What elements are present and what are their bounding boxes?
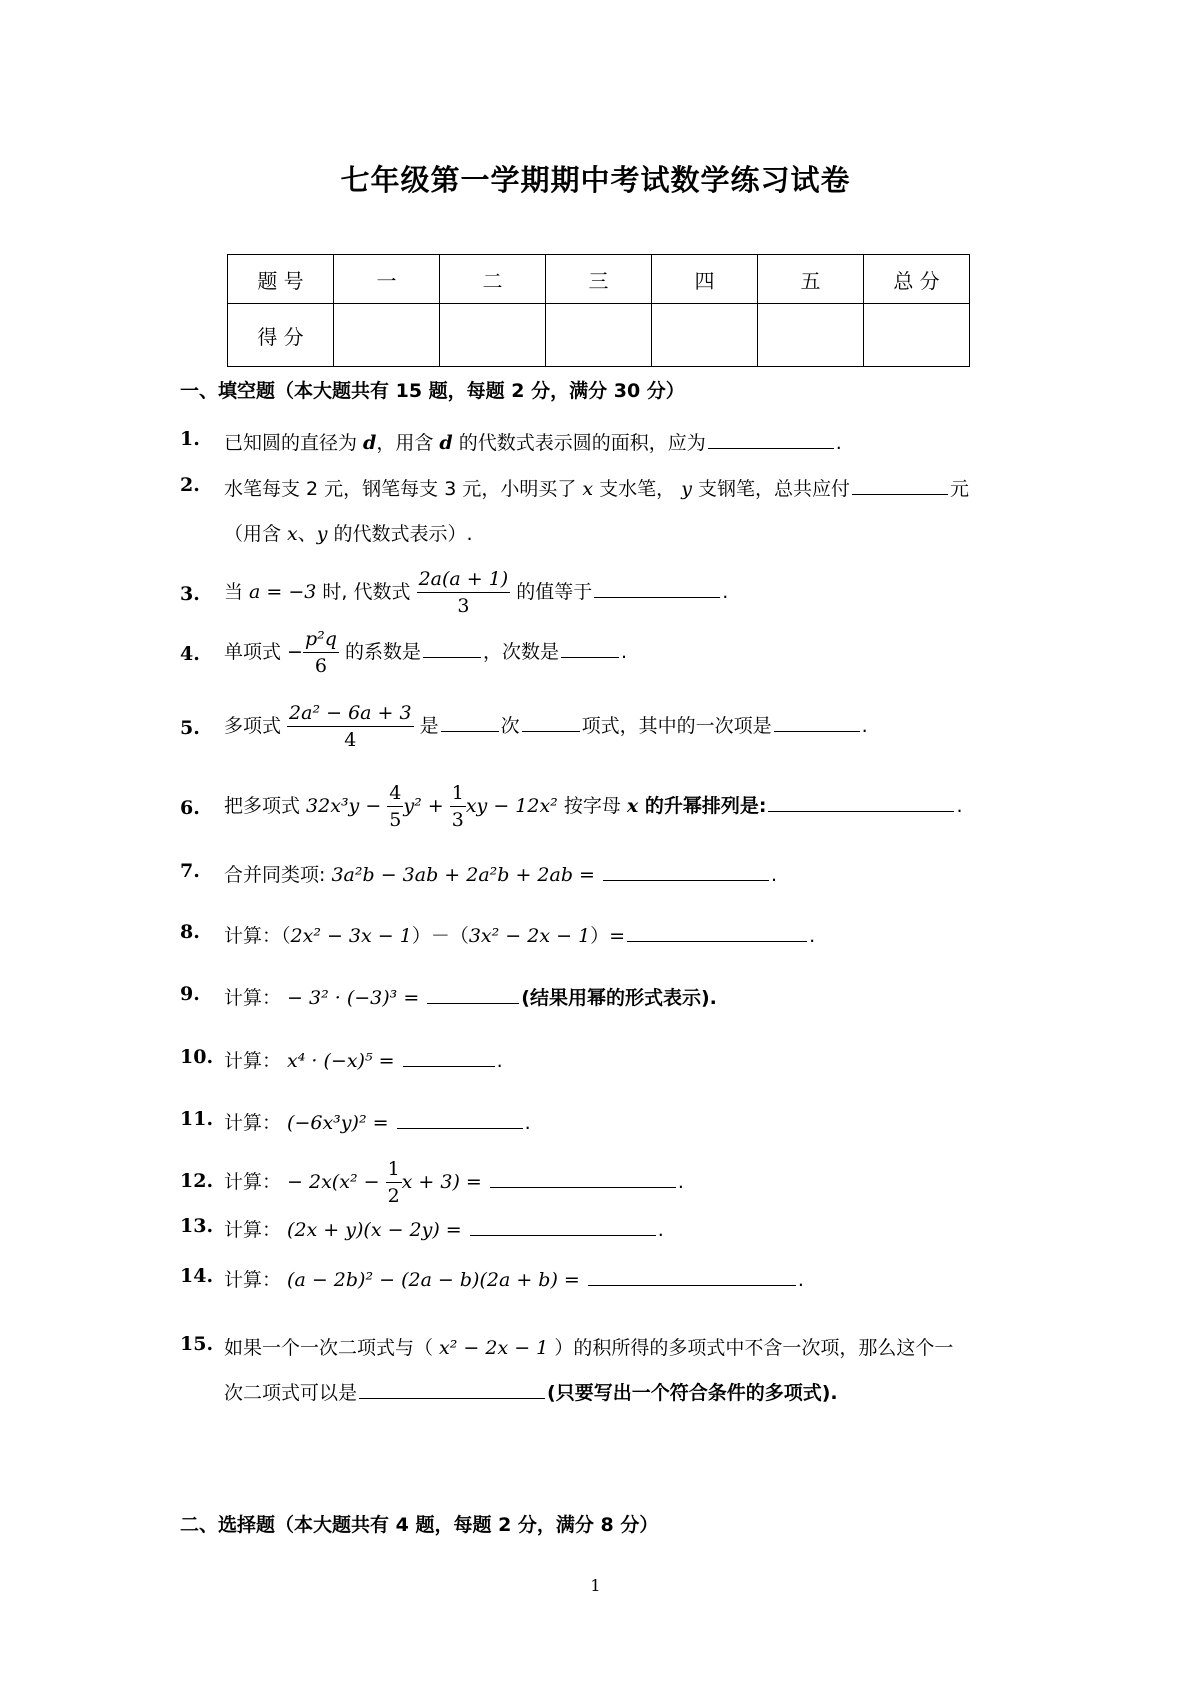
question-text: 如果一个一次二项式与（ x² − 2x − 1 ）的积所得的多项式中不含一次项，那么这个一 [224,1337,954,1359]
score-cell[interactable] [864,304,970,367]
score-table-header-cell: 四 [652,255,758,304]
score-table-header-cell: 一 [334,255,440,304]
question-text: 次二项式可以是 (只要写出一个符合条件的多项式). [224,1382,838,1404]
answer-blank[interactable] [594,579,720,598]
question-text: 把多项式 32x³y − $\frac{4}{5}$ y² + $\frac{1}{3}$ xy − 12x² 按字母 x 的升幂排列是: . [224,782,963,831]
question-text: （用含 x、y 的代数式表示）. [224,523,473,545]
question-text: 计算： (−6x³y)² = . [224,1112,531,1134]
question-text: 计算： (2x + y)(x − 2y) = . [224,1219,664,1241]
fraction: $\frac{\text{2a² − 6a + 3}}{4}$ [289,702,412,751]
answer-blank[interactable] [427,985,519,1004]
section-subtitle: （本大题共有 15 题，每题 2 分，满分 30 分） [275,380,685,402]
answer-blank[interactable] [708,430,834,449]
question-number: 2. [180,474,200,496]
question-number: 8. [180,921,200,943]
answer-blank[interactable] [397,1110,523,1129]
question-text: 当 a = −3 时, 代数式 $\frac{2a(a + 1)}{3}$ 的值等于 . [224,568,729,617]
question-text: 计算： − 2x(x² − $\frac{1}{2}$ x + 3) = . [224,1158,684,1207]
question-number: 12. [180,1170,214,1192]
question-number: 3. [180,583,200,605]
score-table-header-cell: 题 号 [228,255,334,304]
page-title: 七年级第一学期期中考试数学练习试卷 [340,163,851,197]
answer-blank[interactable] [561,639,619,658]
answer-blank[interactable] [603,862,769,881]
score-table-score-row [228,304,970,367]
answer-blank[interactable] [423,639,481,658]
fraction: $\frac{2a(a + 1)}{3}$ [418,568,509,617]
fraction: $\frac{1}{3}$ [451,782,464,831]
score-table [227,254,970,367]
question-number: 14. [180,1265,214,1287]
question-text: 计算： x⁴ · (−x)⁵ = . [224,1050,503,1072]
question-number: 4. [180,643,200,665]
score-table-header-cell: 三 [546,255,652,304]
score-cell[interactable] [758,304,864,367]
fraction: $\frac{\text{p²q}}{6}$ [304,628,337,677]
answer-blank[interactable] [470,1217,656,1236]
question-number: 6. [180,797,200,819]
fraction: $\frac{4}{5}$ [389,782,402,831]
question-number: 15. [180,1333,214,1355]
fraction: $\frac{1}{2}$ [387,1158,400,1207]
score-cell[interactable] [334,304,440,367]
score-cell[interactable] [652,304,758,367]
question-number: 13. [180,1215,214,1237]
question-text: 计算： (a − 2b)² − (2a − b)(2a + b) = . [224,1269,804,1291]
answer-blank[interactable] [774,713,860,732]
section-heading-multiple-choice [180,1510,658,1537]
question-number: 9. [180,983,200,1005]
answer-blank[interactable] [403,1048,495,1067]
answer-blank[interactable] [852,476,948,495]
section-subtitle: （本大题共有 4 题，每题 2 分，满分 8 分） [275,1514,659,1536]
section-title: 一、填空题 [180,380,276,402]
section-heading-fill-in [180,376,685,403]
answer-blank[interactable] [627,923,807,942]
question-number: 1. [180,428,200,450]
question-text: 多项式 $\frac{\text{2a² − 6a + 3}}{4}$ 是 次 项式，其中的一次项是 . [224,702,868,751]
question-text: 合并同类项: 3a²b − 3ab + 2a²b + 2ab = . [224,864,778,886]
score-table-header-cell: 二 [440,255,546,304]
question-number: 11. [180,1108,214,1130]
answer-blank[interactable] [588,1267,796,1286]
answer-blank[interactable] [490,1169,676,1188]
question-text: 已知圆的直径为 d，用含 d 的代数式表示圆的面积，应为 . [224,432,842,454]
score-table-header-row [228,255,970,304]
question-text: 水笔每支 2 元，钢笔每支 3 元，小明买了 x 支水笔， y 支钢笔，总共应付 元 [224,478,969,500]
answer-blank[interactable] [768,793,954,812]
score-row-label: 得 分 [228,304,334,367]
question-number: 5. [180,717,200,739]
score-table-header-cell: 五 [758,255,864,304]
page-number: 1 [590,1576,601,1595]
question-number: 10. [180,1046,214,1068]
question-text: 计算：（2x² − 3x − 1）－（3x² − 2x − 1）= . [224,925,816,947]
question-text: 计算： − 3² · (−3)³ = (结果用幂的形式表示). [224,987,717,1009]
question-number: 7. [180,860,200,882]
answer-blank[interactable] [522,713,580,732]
question-text: 单项式 − $\frac{\text{p²q}}{6}$ 的系数是 ，次数是 . [224,628,628,677]
score-cell[interactable] [546,304,652,367]
answer-blank[interactable] [359,1380,545,1399]
section-title: 二、选择题 [180,1514,276,1536]
score-table-header-cell: 总 分 [864,255,970,304]
score-cell[interactable] [440,304,546,367]
answer-blank[interactable] [441,713,499,732]
